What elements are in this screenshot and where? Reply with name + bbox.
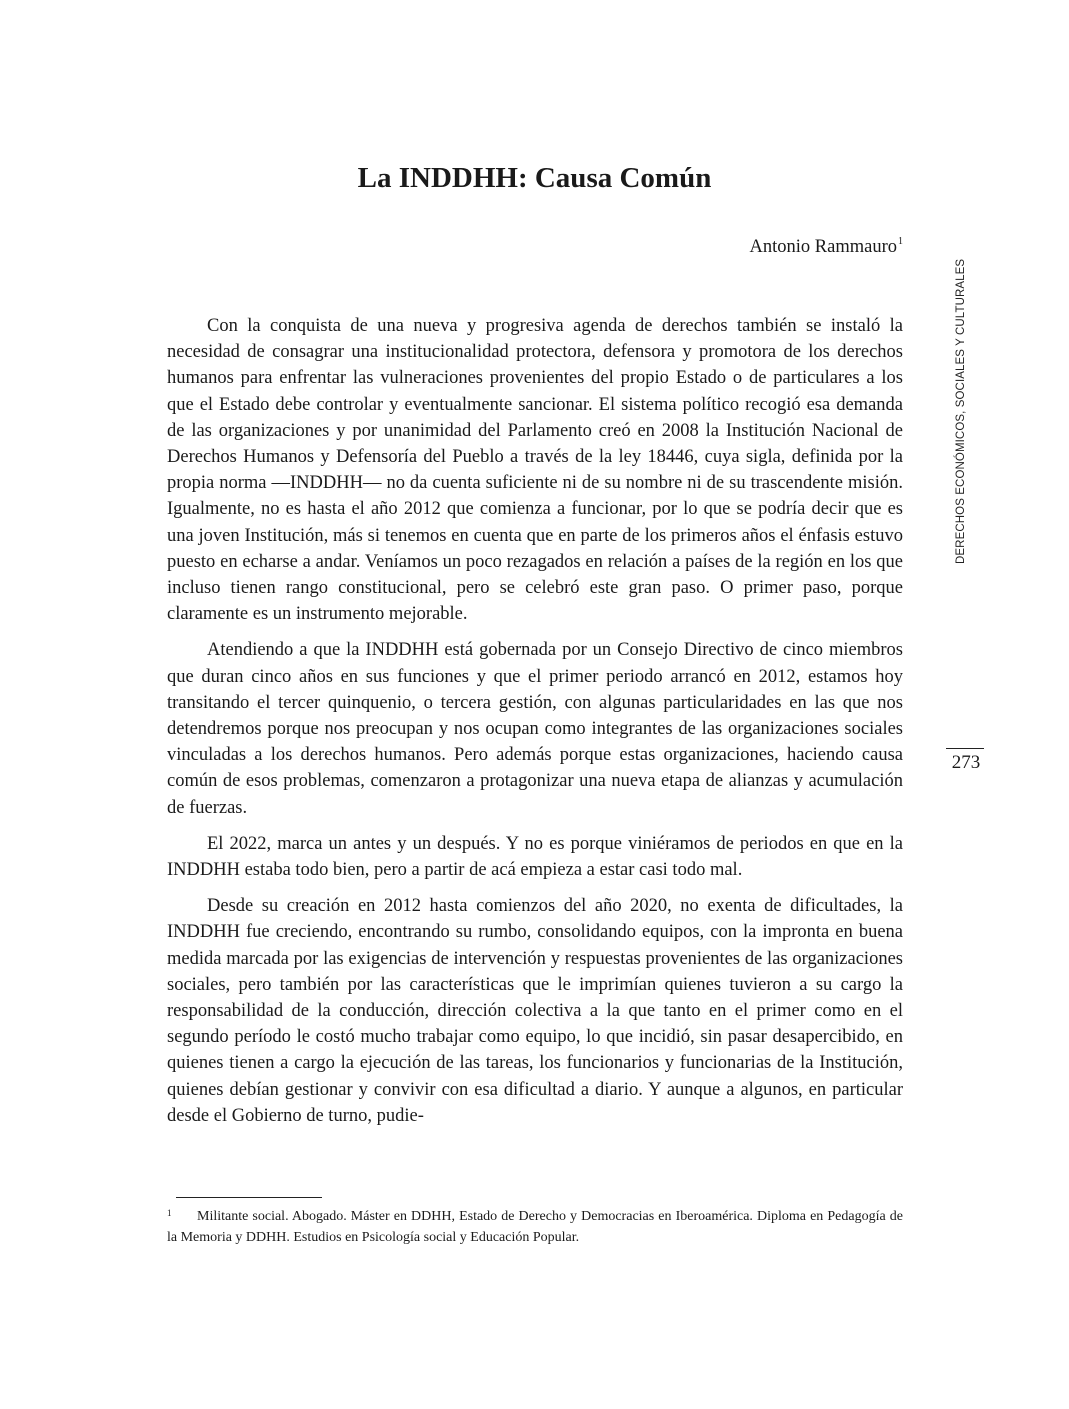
paragraph-4: Desde su creación en 2012 hasta comienzos del año 2020, no exenta de dificultades, la INDDHH fue creciendo, encontrando su rumbo, consolidando equipos, con la impronta en buena medida marcada por las exigencias de intervención y respuestas provenientes de las organizaciones sociales, pero también por las características que le imprimían quienes tuvieron a su cargo la responsabilidad de la conducción, dirección colectiva a la que tanto en el primer como en el segundo período le costó mucho trabajar como equipo, lo que incidió, sin pasar desapercibido, en quienes tienen a cargo la ejecución de las tareas, los funcionarios y funcionarias de la Institución, quienes debían gestionar y convivir con esa dificultad a diario. Y aunque a algunos, en particular desde el Gobierno de turno, pudie- bbox=[167, 896, 903, 1126]
paragraph-2: Atendiendo a que la INDDHH está gobernada por un Consejo Directivo de cinco miembros que duran cinco años en sus funciones y que el primer periodo arrancó en 2012, estamos hoy transitando el tercer quinquenio, o tercera gestión, con algunas particularidades en las que nos detendremos porque nos preocupan y nos ocupan como integrantes de las organizaciones sociales vinculadas a los derechos humanos. Pero además porque estas organizaciones, haciendo causa común de esos problemas, comenzaron a protagonizar una nueva etapa de alianzas y acumulación de fuerzas. bbox=[167, 640, 903, 818]
running-header: DERECHOS ECONÓMICOS, SOCIALES Y CULTURALES bbox=[955, 258, 967, 564]
footnote bbox=[167, 1206, 903, 1248]
paragraph-3: El 2022, marca un antes y un después. Y no es porque viniéramos de periodos en que en la INDDHH estaba todo bien, pero a partir de acá empieza a estar casi todo mal. bbox=[167, 833, 903, 881]
footnote-divider bbox=[176, 1197, 322, 1198]
author-line bbox=[750, 236, 903, 258]
footnote-reference: 1 bbox=[898, 236, 903, 247]
page-number: 273 bbox=[951, 752, 981, 773]
footnote-marker: 1 bbox=[167, 1208, 172, 1218]
footnote-text: Militante social. Abogado. Máster en DDHH, Estado de Derecho y Democracias en Iberoamérica. Diploma en Pedagogía de la Memoria y DDHH. Estudios en Psicología social y Educación Popular. bbox=[167, 1209, 903, 1245]
page-number-rule bbox=[946, 748, 984, 749]
page-title: La INDDHH: Causa Común bbox=[357, 162, 712, 194]
paragraph-1: Con la conquista de una nueva y progresiva agenda de derechos también se instaló la necesidad de consagrar una institucionalidad protectora, defensora y promotora de los derechos humanos para enfrentar las vulneraciones provenientes del propio Estado o de particulares a los que el Estado debe controlar y eventualmente sancionar. El sistema político recogió esa demanda de las organizaciones y por unanimidad del Parlamento creó en 2008 la Institución Nacional de Derechos Humanos y Defensoría del Pueblo a través de la ley 18446, cuya sigla, definida por la propia norma —INDDHH— no da cuenta suficiente ni de su nombre ni de su trascendente misión. Igualmente, no es hasta el año 2012 que comienza a funcionar, por lo que se podría decir que es una joven Institución, más si tenemos en cuenta que en parte de los primeros años el énfasis estuvo puesto en echarse a andar. Veníamos un poco rezagados en relación a países de la región en los que incluso tienen rango constitucional, pero se celebró este gran paso. O primer paso, porque claramente es un instrumento mejorable. bbox=[167, 316, 903, 625]
body-text bbox=[167, 313, 903, 1139]
author-name: Antonio Rammauro bbox=[749, 237, 897, 257]
